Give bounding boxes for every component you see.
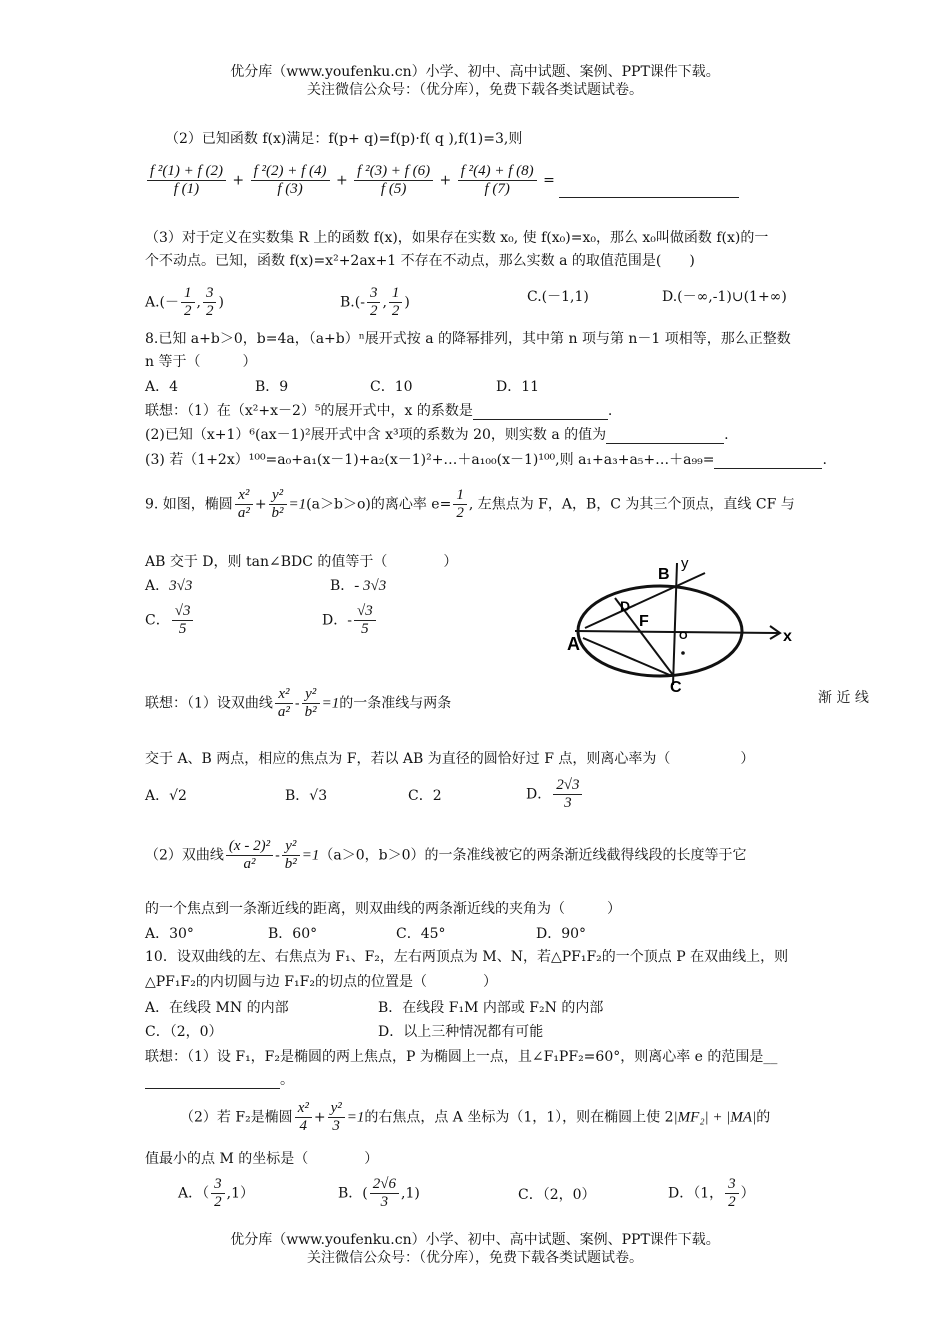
plus-sign: +: [335, 172, 348, 189]
label-y: y: [681, 555, 689, 572]
q8-option-d: D．11: [496, 379, 540, 395]
q9-line-2: AB 交于 D，则 tan∠BDC 的值等于（ ）: [145, 554, 458, 570]
q9-option-c: C． $\frac{√3}{5}$: [145, 603, 195, 638]
q10-assoc2-option-c: C．（2，0）: [518, 1187, 596, 1203]
q7-3-line-1: （3）对于定义在实数集 R 上的函数 f(x)，如果存在实数 x₀, 使 f(x₀)=x₀，那么 x₀叫做函数 f(x)的一: [145, 230, 769, 246]
x-axis: [575, 631, 780, 633]
q7-2-expression: [145, 163, 739, 198]
q9-option-b: B．- 3√3: [330, 578, 387, 594]
ellipse-figure: [565, 553, 805, 693]
q9-option-a: A．3√3: [145, 578, 193, 594]
label-b: B: [658, 566, 670, 583]
equals-sign: =: [543, 172, 555, 189]
header-line-2: 关注微信公众号：（优分库），免费下载各类试题试卷。: [307, 82, 643, 98]
label-d: D: [620, 598, 631, 614]
q7-3-option-a: A.(－ $\frac{1}{2}$ , $\frac{3}{2}$ ): [145, 285, 224, 319]
q8-line-2: n 等于（ ）: [145, 354, 257, 370]
footer-line-1: 优分库（www.youfenku.cn）小学、初中、高中试题、案例、PPT课件下载。: [230, 1232, 720, 1248]
q7-2-term-4: $\frac{\text{f ²(4) + f (8)}}{f (7)}$: [458, 163, 537, 198]
label-c: C: [670, 679, 682, 693]
answer-blank: [559, 183, 739, 198]
q9-assoc2-stem: （2）双曲线 $\frac{\text{(x - 2)²}}{\text{a²}}$ - $\frac{\text{y²}}{\text{b²}}$ =1（a＞0，b＞0）的一条准线被它的两条渐近线截得线段的长度等于它: [145, 838, 747, 872]
q10-assoc2-option-a: A．（ $\frac{3}{2}$ ,1）: [178, 1176, 254, 1210]
q8-option-a: A．4: [145, 379, 179, 395]
q10-assoc-2: （2）若 F₂是椭圆 $\frac{\text{x²}}{4}$ + $\frac{\text{y²}}{3}$ =1的右焦点，点 A 坐标为（1，1），则在椭圆上使 2|MF₂| + |MA|的: [180, 1100, 771, 1134]
q9-assoc1-option-a: A．√2: [145, 788, 187, 804]
q9-assoc2-option-c: C．45°: [396, 926, 446, 942]
q9-assoc1-stem: 联想：（1）设双曲线 $\frac{\text{x²}}{\text{a²}}$ - $\frac{\text{y²}}{\text{b²}}$ =1的一条准线与两条: [145, 686, 452, 720]
q9-assoc2-option-b: B．60°: [268, 926, 318, 942]
q7-3-line-2: 个不动点。已知，函数 f(x)=x²+2ax+1 不存在不动点，那么实数 a 的取值范围是( ): [145, 253, 695, 269]
q9-assoc2-line-2: 的一个焦点到一条渐近线的距离，则双曲线的两条渐近线的夹角为（ ）: [145, 901, 621, 917]
q8-assoc-3: (3) 若（1+2x）¹⁰⁰=a₀+a₁(x－1)+a₂(x－1)²+…＋a₁₀₀(x－1)¹⁰⁰,则 a₁+a₃+a₅+…＋a₉₉= .: [145, 452, 827, 468]
q10-line-2: △PF₁F₂的内切圆与边 F₁F₂的切点的位置是（ ）: [145, 974, 497, 990]
q7-3-option-b: B.(- $\frac{3}{2}$ , $\frac{1}{2}$ ): [340, 285, 410, 319]
q7-2-term-1: $\frac{\text{f ²(1) + f (2)}}{f (1)}$: [147, 163, 226, 198]
q10-assoc-2-line-2: 值最小的点 M 的坐标是（ ）: [145, 1151, 379, 1167]
q10-assoc2-option-b: B．( $\frac{2√6}{3}$ ,1): [338, 1176, 420, 1210]
footer-line-2: 关注微信公众号：（优分库），免费下载各类试题试卷。: [307, 1250, 643, 1266]
plus-sign: +: [232, 172, 245, 189]
q7-2-term-2: $\frac{\text{f ²(2) + f (4)}}{f (3)}$: [251, 163, 330, 198]
q8-option-b: B．9: [255, 379, 289, 395]
q9-assoc2-option-d: D．90°: [536, 926, 587, 942]
q9-assoc1-right: 渐 近 线: [818, 690, 869, 706]
label-a: A: [567, 634, 580, 654]
q10-assoc-1: 联想：（1）设 F₁，F₂是椭圆的两上焦点，P 为椭圆上一点，且∠F₁PF₂=60°，则离心率 e 的范围是__: [145, 1049, 778, 1065]
q7-3-option-d: D.(－∞,-1)∪(1+∞): [662, 289, 787, 305]
q7-2-term-3: $\frac{\text{f ²(3) + f (6)}}{f (5)}$: [354, 163, 433, 198]
q9-assoc2-option-a: A．30°: [145, 926, 194, 942]
y-axis: [673, 563, 677, 685]
q10-option-b: B．在线段 F₁M 内部或 F₂N 的内部: [378, 1000, 604, 1016]
q9-stem: 9. 如图，椭圆 $\frac{\text{x²}}{\text{a²}}$ + $\frac{\text{y²}}{\text{b²}}$ =1(a＞b＞o)的离心率 e= $\frac{1}{2}$ , 左焦点为 F，A，B，C 为其三个顶点，直线 CF 与: [145, 487, 795, 521]
q9-assoc1-line-2: 交于 A、B 两点，相应的焦点为 F，若以 AB 为直径的圆恰好过 F 点，则离心率为（ ）: [145, 751, 755, 767]
label-o: O: [679, 630, 688, 642]
q10-option-d: D．以上三种情况都有可能: [378, 1024, 544, 1040]
q9-assoc1-option-d: D． $\frac{2√3}{3}$: [526, 777, 584, 812]
q10-line-1: 10．设双曲线的左、右焦点为 F₁、F₂，左右两顶点为 M、N，若△PF₁F₂的一个顶点 P 在双曲线上，则: [145, 949, 789, 965]
q7-2-stem: （2）已知函数 f(x)满足：f(p+ q)=f(p)·f( q ),f(1)=3,则: [165, 131, 523, 147]
label-x: x: [783, 628, 792, 645]
q9-assoc1-option-b: B．√3: [285, 788, 328, 804]
header-line-1: 优分库（www.youfenku.cn）小学、初中、高中试题、案例、PPT课件下载。: [230, 64, 720, 80]
q8-assoc-2: (2)已知（x+1）⁶(ax－1)²展开式中含 x³项的系数为 20，则实数 a 的值为 .: [145, 427, 729, 443]
plus-sign: +: [439, 172, 452, 189]
q8-assoc-1: 联想：（1）在（x²+x－2）⁵的展开式中，x 的系数是 .: [145, 403, 613, 419]
point-dot: [681, 651, 685, 655]
q10-option-c: C．（2，0）: [145, 1024, 223, 1040]
q10-assoc-1-tail: 。: [145, 1071, 294, 1089]
q10-option-a: A．在线段 MN 的内部: [145, 1000, 289, 1016]
q9-assoc1-option-c: C．2: [408, 788, 442, 804]
q10-assoc2-option-d: D．（1， $\frac{3}{2}$ ）: [668, 1176, 755, 1210]
q8-option-c: C．10: [370, 379, 413, 395]
q7-3-option-c: C.(－1,1): [527, 289, 589, 305]
label-f: F: [639, 613, 649, 630]
q9-option-d: D．- $\frac{√3}{5}$: [322, 603, 378, 638]
q8-line-1: 8.已知 a+b＞0，b=4a，（a+b）ⁿ展开式按 a 的降幂排列，其中第 n 项与第 n－1 项相等，那么正整数: [145, 331, 791, 347]
